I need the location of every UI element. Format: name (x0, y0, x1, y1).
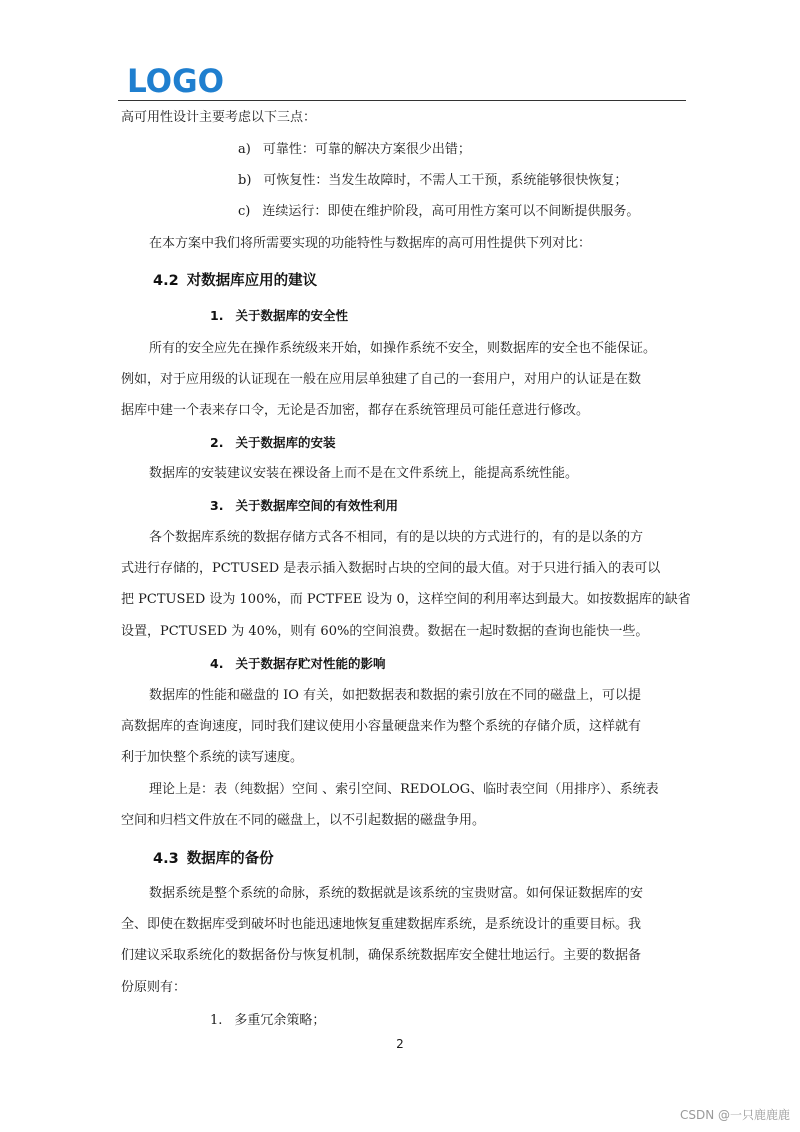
intro-closing: 在本方案中我们将所需要实现的功能特性与数据库的高可用性提供下列对比： (149, 236, 592, 251)
intro-point-b (238, 171, 627, 191)
paragraph-line: 把 PCTUSED 设为 100%，而 PCTFEE 设为 0，这样空间的利用率达到最大。如按数据库的缺省 (121, 592, 691, 607)
subheading-installation: 2. 关于数据库的安装 (210, 435, 336, 450)
point-text: 可恢复性：当发生故障时，不需人工干预，系统能够很快恢复； (263, 173, 628, 188)
paragraph-line: 们建议采取系统化的数据备份与恢复机制，确保系统数据库安全健壮地运行。主要的数据备 (121, 948, 642, 963)
csdn-watermark: CSDN @一只鹿鹿鹿 (679, 1108, 790, 1122)
point-text: 可靠性：可靠的解决方案很少出错； (262, 142, 471, 157)
subheading-storage-performance: 4. 关于数据存贮对性能的影响 (210, 656, 386, 671)
paragraph-line: 份原则有： (121, 980, 187, 995)
paragraph-line: 全、即使在数据库受到破坏时也能迅速地恢复重建数据库系统，是系统设计的重要目标。我 (121, 917, 642, 932)
point-text: 连续运行：即使在维护阶段，高可用性方案可以不间断提供服务。 (262, 204, 640, 219)
paragraph-line: 数据库的安装建议安装在裸设备上而不是在文件系统上，能提高系统性能。 (149, 466, 579, 481)
point-marker: b) (238, 173, 252, 188)
paragraph-line: 利于加快整个系统的读写速度。 (121, 750, 304, 765)
logo (127, 62, 227, 98)
paragraph-line: 各个数据库系统的数据存储方式各不相同，有的是以块的方式进行的，有的是以条的方 (149, 530, 644, 545)
section-heading-4-2: 4.2 对数据库应用的建议 (153, 273, 318, 289)
intro-point-c (238, 202, 639, 222)
paragraph-line: 例如，对于应用级的认证现在一般在应用层单独建了自己的一套用户，对用户的认证是在数 (121, 372, 642, 387)
paragraph-line: 空间和归档文件放在不同的磁盘上，以不引起数据的磁盘争用。 (121, 813, 486, 828)
paragraph-line: 设置，PCTUSED 为 40%，则有 60%的空间浪费。数据在一起时数据的查询也能快一些。 (121, 624, 649, 639)
intro-point-a (238, 140, 471, 160)
header-divider (118, 100, 686, 101)
section-heading-4-3: 4.3 数据库的备份 (153, 851, 274, 867)
list-item-redundancy: 1. 多重冗余策略； (210, 1013, 326, 1028)
point-marker: a) (238, 142, 251, 157)
page-number: 2 (396, 1037, 404, 1051)
paragraph-line: 高数据库的查询速度，同时我们建议使用小容量硬盘来作为整个系统的存储介质，这样就有 (121, 719, 642, 734)
paragraph-line: 数据库的性能和磁盘的 IO 有关，如把数据表和数据的索引放在不同的磁盘上，可以提 (149, 688, 642, 703)
paragraph-line: 据库中建一个表来存口令，无论是否加密，都存在系统管理员可能任意进行修改。 (121, 403, 590, 418)
paragraph-line: 所有的安全应先在操作系统级来开始，如操作系统不安全，则数据库的安全也不能保证。 (149, 341, 657, 356)
intro-lead: 高可用性设计主要考虑以下三点： (121, 110, 317, 125)
subheading-security: 1. 关于数据库的安全性 (210, 308, 348, 323)
logo-text: LOGO (127, 62, 224, 98)
paragraph-line: 理论上是：表（纯数据）空间 、索引空间、REDOLOG、临时表空间（用排序）、系统表 (149, 782, 659, 797)
subheading-space-usage: 3. 关于数据库空间的有效性利用 (210, 498, 398, 513)
paragraph-line: 式进行存储的，PCTUSED 是表示插入数据时占块的空间的最大值。对于只进行插入的表可以 (121, 561, 661, 576)
paragraph-line: 数据系统是整个系统的命脉，系统的数据就是该系统的宝贵财富。如何保证数据库的安 (149, 886, 644, 901)
point-marker: c) (238, 204, 251, 219)
